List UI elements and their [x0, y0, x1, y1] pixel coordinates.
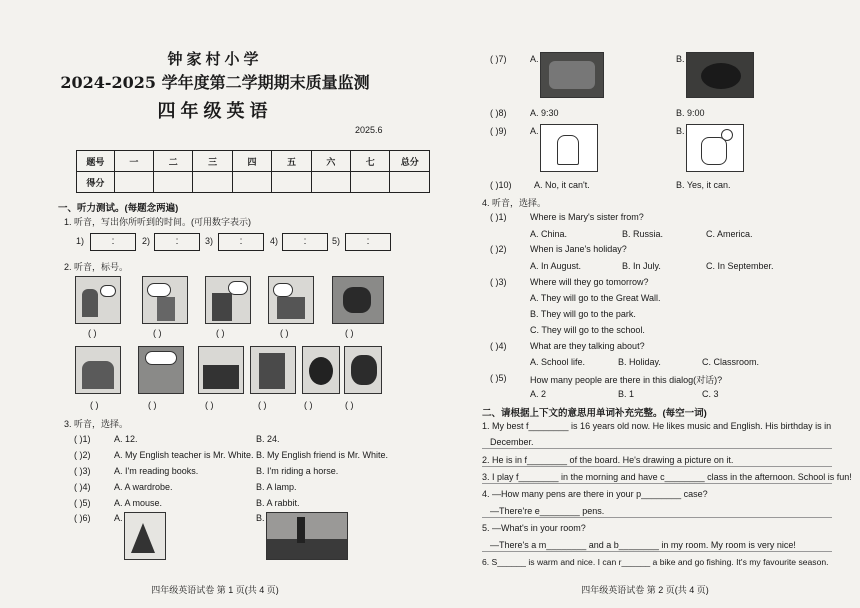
score-cell[interactable]	[311, 172, 350, 193]
q3-item-number[interactable]: ( )5)	[74, 498, 91, 508]
q4-option: C. They will go to the school.	[530, 325, 645, 335]
exam-page-2	[430, 0, 860, 608]
q3-option-b: B.	[676, 126, 685, 136]
fill-blank-line[interactable]: —There's a m________ and a b________ in my room. My room is very nice!	[490, 540, 796, 550]
answer-blank[interactable]: ( )	[205, 400, 214, 410]
score-cell[interactable]	[114, 172, 153, 193]
time-answer-box[interactable]	[345, 233, 391, 251]
q4-option: B. 1	[618, 389, 635, 399]
q4-option: C. 3	[702, 389, 719, 399]
q4-option: A. School life.	[530, 357, 586, 367]
time-answer-box[interactable]	[218, 233, 264, 251]
q3-option-b: B. 9:00	[676, 108, 705, 118]
time-answer-box[interactable]	[90, 233, 136, 251]
answer-blank[interactable]: ( )	[88, 328, 97, 338]
q3-option-a: A. 12.	[114, 434, 138, 444]
fill-blank-line[interactable]: 1. My best f________ is 16 years old now. He likes music and English. His birthday is in	[482, 421, 832, 431]
score-header-cell: 三	[193, 151, 232, 172]
score-header-cell: 四	[232, 151, 271, 172]
score-table	[76, 150, 430, 193]
score-cell[interactable]	[390, 172, 430, 193]
time-colon: :	[366, 236, 370, 247]
listening-picture	[75, 346, 121, 394]
time-answer-box[interactable]	[282, 233, 328, 251]
score-cell[interactable]	[351, 172, 390, 193]
q3-option-a: A. I'm reading books.	[114, 466, 199, 476]
fill-blank-line[interactable]: 4. —How many pens are there in your p________ case?	[482, 489, 708, 499]
exam-date: 2025.6	[355, 125, 383, 135]
listening-picture	[75, 276, 121, 324]
fill-blank-line[interactable]: —There're e________ pens.	[490, 506, 605, 516]
option-picture	[686, 124, 744, 172]
q4-option: B. Holiday.	[618, 357, 661, 367]
q3-item-number[interactable]: ( )10)	[490, 180, 512, 190]
q3-option-a: A. My English teacher is Mr. White.	[114, 450, 254, 460]
q4-question: How many people are there in this dialog(对话)?	[530, 375, 723, 385]
listening-picture	[302, 346, 340, 394]
section-1-title: 一、听力测试。(每题念两遍)	[58, 203, 179, 214]
q4-item-number[interactable]: ( )2)	[490, 244, 507, 254]
q3-option-a: A.	[114, 513, 123, 523]
q4-question: When is Jane's holiday?	[530, 244, 627, 254]
time-colon: :	[239, 236, 243, 247]
q4-item-number[interactable]: ( )4)	[490, 341, 507, 351]
exam-subject-title: 四年级英语	[157, 101, 273, 122]
answer-blank[interactable]: ( )	[216, 328, 225, 338]
q3-option-a: A. 9:30	[530, 108, 559, 118]
time-colon: :	[175, 236, 179, 247]
q3-item-number[interactable]: ( )4)	[74, 482, 91, 492]
q4-question: Where is Mary's sister from?	[530, 212, 644, 222]
q4-question: Where will they go tomorrow?	[530, 277, 649, 287]
q3-item-number[interactable]: ( )9)	[490, 126, 507, 136]
q3-option-a: A.	[530, 126, 539, 136]
q3-item-number[interactable]: ( )8)	[490, 108, 507, 118]
q3-option-b: B. My English friend is Mr. White.	[256, 450, 389, 460]
q3-option-a: A.	[530, 54, 539, 64]
time-label: 4)	[270, 236, 279, 246]
q3-option-b: B. 24.	[256, 434, 280, 444]
answer-blank[interactable]: ( )	[258, 400, 267, 410]
question-4-prompt: 4. 听音，选择。	[482, 198, 547, 208]
answer-blank[interactable]: ( )	[304, 400, 313, 410]
q4-option: B. Russia.	[622, 229, 664, 239]
answer-blank[interactable]: ( )	[345, 328, 354, 338]
listening-picture	[138, 346, 184, 394]
option-picture	[540, 52, 604, 98]
score-header-cell: 七	[351, 151, 390, 172]
score-header-cell: 总分	[390, 151, 430, 172]
listening-picture	[142, 276, 188, 324]
score-header-cell: 一	[114, 151, 153, 172]
q3-option-b: B. A rabbit.	[256, 498, 300, 508]
q3-option-b: B. A lamp.	[256, 482, 297, 492]
answer-blank[interactable]: ( )	[153, 328, 162, 338]
q3-item-number[interactable]: ( )1)	[74, 434, 91, 444]
q4-item-number[interactable]: ( )1)	[490, 212, 507, 222]
fill-blank-line[interactable]: 6. S______ is warm and nice. I can r______ a bike and go fishing. It's my favourite season.	[482, 557, 829, 567]
q3-item-number[interactable]: ( )2)	[74, 450, 91, 460]
time-label: 3)	[205, 236, 214, 246]
score-header-cell: 五	[272, 151, 311, 172]
question-2-prompt: 2. 听音，标号。	[64, 262, 129, 272]
fill-blank-line: 5. —What's in your room?	[482, 523, 586, 533]
score-header-cell: 二	[154, 151, 193, 172]
section-2-title: 二、请根据上下文的意思用单词补充完整。(每空一词)	[482, 408, 707, 419]
q4-option: A. In August.	[530, 261, 582, 271]
page-footer: 四年级英语试卷 第 2 页(共 4 页)	[581, 585, 709, 595]
q3-item-number[interactable]: ( )6)	[74, 513, 91, 523]
q4-option: B. They will go to the park.	[530, 309, 636, 319]
question-1-prompt: 1. 听音，写出你所听到的时间。(可用数字表示)	[64, 217, 252, 227]
q4-option: B. In July.	[622, 261, 661, 271]
time-label: 5)	[332, 236, 341, 246]
answer-blank[interactable]: ( )	[345, 400, 354, 410]
score-table-header-row	[77, 151, 430, 172]
question-3-prompt: 3. 听音，选择。	[64, 419, 129, 429]
score-cell[interactable]	[154, 172, 193, 193]
listening-picture	[268, 276, 314, 324]
divider	[482, 448, 832, 449]
q4-question: What are they talking about?	[530, 341, 645, 351]
q3-item-number[interactable]: ( )7)	[490, 54, 507, 64]
answer-blank[interactable]: ( )	[90, 400, 99, 410]
q3-item-number[interactable]: ( )3)	[74, 466, 91, 476]
q3-option-b: B. I'm riding a horse.	[256, 466, 339, 476]
page-footer: 四年级英语试卷 第 1 页(共 4 页)	[151, 585, 279, 595]
divider	[482, 517, 832, 518]
listening-picture	[332, 276, 384, 324]
listening-picture	[198, 346, 244, 394]
time-label: 1)	[76, 236, 85, 246]
time-colon: :	[303, 236, 307, 247]
time-answer-box[interactable]	[154, 233, 200, 251]
divider	[482, 466, 832, 467]
fill-blank-line: December.	[490, 437, 534, 447]
q3-option-b: B. Yes, it can.	[676, 180, 731, 190]
option-picture	[686, 52, 754, 98]
q4-option: C. America.	[706, 229, 753, 239]
score-table-score-row	[77, 172, 430, 193]
q3-option-a: A. A wardrobe.	[114, 482, 173, 492]
divider	[482, 551, 832, 552]
exam-term-title: 2024-2025 学年度第二学期期末质量监测	[60, 73, 370, 92]
time-colon: :	[111, 236, 115, 247]
fill-blank-line[interactable]: 2. He is in f________ of the board. He's drawing a picture on it.	[482, 455, 734, 465]
listening-picture	[250, 346, 296, 394]
fill-blank-line[interactable]: 3. I play f________ in the morning and have c________ class in the afternoon. School is fun!	[482, 472, 852, 482]
divider	[482, 483, 832, 484]
answer-blank[interactable]: ( )	[148, 400, 157, 410]
listening-picture	[205, 276, 251, 324]
q4-item-number[interactable]: ( )3)	[490, 277, 507, 287]
score-cell[interactable]	[232, 172, 271, 193]
q3-option-b: B.	[256, 513, 265, 523]
q4-option: A. 2	[530, 389, 547, 399]
score-cell[interactable]	[193, 172, 232, 193]
score-header-cell: 题号	[77, 151, 115, 172]
school-name: 钟家村小学	[167, 50, 263, 68]
option-picture	[540, 124, 598, 172]
score-row-label: 得分	[77, 172, 115, 193]
q3-option-b: B.	[676, 54, 685, 64]
q4-option: C. In September.	[706, 261, 774, 271]
q4-option: A. China.	[530, 229, 568, 239]
option-picture	[266, 512, 348, 560]
q3-option-a: A. No, it can't.	[534, 180, 590, 190]
q4-option: C. Classroom.	[702, 357, 760, 367]
q4-item-number[interactable]: ( )5)	[490, 373, 507, 383]
q4-option: A. They will go to the Great Wall.	[530, 293, 661, 303]
time-label: 2)	[142, 236, 151, 246]
score-header-cell: 六	[311, 151, 350, 172]
q3-option-a: A. A mouse.	[114, 498, 163, 508]
score-cell[interactable]	[272, 172, 311, 193]
listening-picture	[344, 346, 382, 394]
answer-blank[interactable]: ( )	[280, 328, 289, 338]
option-picture	[124, 512, 166, 560]
